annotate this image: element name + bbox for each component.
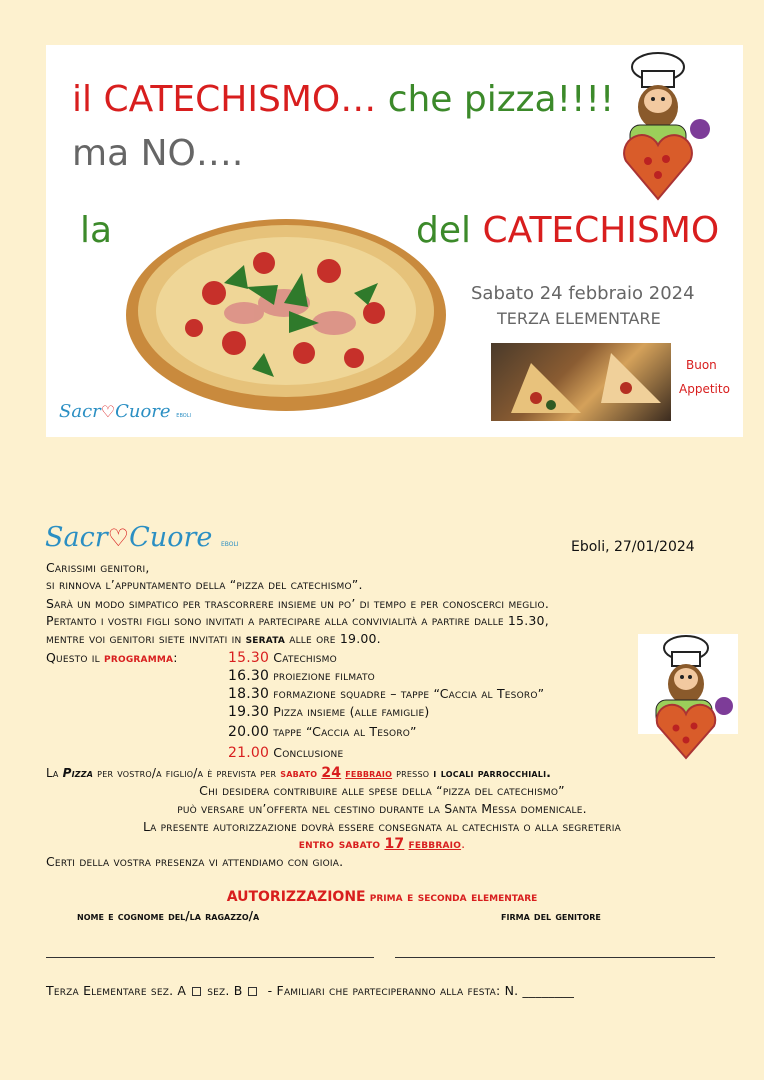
heart-icon: ♡ bbox=[100, 402, 116, 421]
child-name-field[interactable] bbox=[46, 957, 374, 958]
banner-title-red: il CATECHISMO… bbox=[72, 79, 377, 120]
pizza-line-b: per vostro/a figlio/a è prevista per bbox=[97, 766, 277, 780]
logo-sub: EBOLI bbox=[176, 413, 191, 419]
program-time: 20.00 bbox=[228, 724, 270, 740]
paragraph-4-text-b: alle ore bbox=[289, 631, 336, 646]
pizza-image bbox=[124, 193, 446, 415]
letter-logo-left: Sacr bbox=[45, 522, 108, 553]
paragraph-3-text: Pertanto i vostri figli sono invitati a partecipare alla convivialità a partire dalle bbox=[46, 613, 504, 628]
paragraph-3 bbox=[46, 613, 549, 628]
program-item bbox=[228, 745, 343, 761]
banner-del: del bbox=[416, 210, 472, 251]
program-time: 15.30 bbox=[228, 650, 270, 666]
section-a-label: Terza Elementare sez. A bbox=[46, 983, 187, 998]
banner-grade: TERZA ELEMENTARE bbox=[497, 309, 661, 328]
program-text: Conclusione bbox=[273, 745, 344, 760]
banner-catechismo: CATECHISMO bbox=[482, 210, 720, 251]
event-banner bbox=[46, 45, 743, 437]
chef-mascot-icon bbox=[608, 49, 720, 201]
program-intro bbox=[46, 650, 178, 665]
program-item bbox=[228, 724, 417, 740]
program-item bbox=[228, 704, 429, 720]
section-b-label: sez. B bbox=[207, 983, 243, 998]
parent-signature-field[interactable] bbox=[395, 957, 715, 958]
pizza-24: 24 bbox=[321, 765, 342, 781]
program-text: tappe “Caccia al Tesoro” bbox=[273, 724, 417, 739]
letter-logo-right: Cuore bbox=[129, 522, 213, 553]
deadline-text: entro sabato bbox=[298, 836, 381, 851]
deadline-line bbox=[0, 836, 764, 852]
contribute-line-1: Chi desidera contribuire alle spese della “pizza del catechismo” bbox=[199, 783, 565, 798]
banner-date: Sabato 24 febbraio 2024 bbox=[471, 283, 695, 304]
banner-logo bbox=[59, 401, 191, 422]
program-time: 16.30 bbox=[228, 668, 270, 684]
banner-title-green: che pizza!!!! bbox=[387, 79, 615, 120]
program-text: proiezione filmato bbox=[273, 668, 375, 683]
program-intro-text: Questo il bbox=[46, 650, 100, 665]
paragraph-3-time: 15.30, bbox=[507, 613, 549, 628]
closing-line: Certi della vostra presenza vi attendiamo con gioia. bbox=[46, 854, 344, 869]
banner-la: la bbox=[80, 210, 113, 251]
program-text: Catechismo bbox=[273, 650, 337, 665]
letter-logo-sub: EBOLI bbox=[220, 541, 239, 548]
authorization-title bbox=[0, 889, 764, 905]
parent-signature-label: firma del genitore bbox=[501, 909, 601, 923]
family-count-label[interactable]: - Familiari che parteciperanno alla festa: N. ________ bbox=[267, 983, 575, 998]
banner-appetito: Appetito bbox=[679, 382, 730, 396]
paragraph-2: Sarà un modo simpatico per trascorrere insieme un po’ di tempo e per conoscerci meglio. bbox=[46, 596, 549, 611]
program-text: Pizza insieme (alle famiglie) bbox=[273, 704, 430, 719]
program-word: programma bbox=[104, 650, 174, 665]
program-item bbox=[228, 650, 337, 666]
deadline-month: febbraio bbox=[408, 836, 462, 851]
logo-text-left: Sacr bbox=[59, 401, 101, 422]
contribute-line-2: può versare un’offerta nel cestino durante la Santa Messa domenicale. bbox=[177, 801, 587, 816]
program-colon: : bbox=[173, 650, 178, 665]
paragraph-4-serata: serata bbox=[245, 631, 286, 646]
authorization-note: La presente autorizzazione dovrà essere consegnata al catechista o alla segreteria bbox=[142, 819, 622, 834]
logo-text-right: Cuore bbox=[115, 401, 171, 422]
pizza-date-line bbox=[46, 765, 551, 781]
paragraph-4-text: mentre voi genitori siete invitati in bbox=[46, 631, 242, 646]
authorization-word: AUTORIZZAZIONE bbox=[226, 889, 366, 905]
paragraph-1: si rinnova l’appuntamento della “pizza del catechismo”. bbox=[46, 577, 363, 592]
paragraph-4 bbox=[46, 631, 381, 646]
pizza-line-d: parrocchiali. bbox=[477, 766, 552, 780]
child-name-label: nome e cognome del/la ragazzo/a bbox=[77, 909, 260, 923]
pizza-febbraio: febbraio bbox=[345, 766, 393, 780]
pizza-locali: i locali bbox=[433, 766, 474, 780]
section-a-checkbox[interactable] bbox=[192, 987, 201, 996]
pizza-line-a: La bbox=[46, 766, 59, 780]
pizza-line-c: presso bbox=[396, 766, 430, 780]
bottom-form-line bbox=[46, 983, 574, 998]
section-b-checkbox[interactable] bbox=[248, 987, 257, 996]
banner-buon: Buon bbox=[686, 358, 717, 372]
deadline-17: 17 bbox=[384, 836, 405, 852]
paragraph-4-time: 19.00. bbox=[339, 631, 381, 646]
chef-mascot-icon bbox=[638, 634, 738, 760]
program-item bbox=[228, 686, 544, 702]
greeting: Carissimi genitori, bbox=[46, 560, 150, 575]
program-time: 18.30 bbox=[228, 686, 270, 702]
banner-subtitle: ma NO…. bbox=[72, 133, 244, 174]
pizza-photo bbox=[491, 343, 671, 421]
deadline-dot: . bbox=[461, 836, 466, 851]
banner-title bbox=[72, 79, 614, 120]
pizza-word: Pizza bbox=[62, 766, 94, 780]
program-text: formazione squadre – tappe “Caccia al Tesoro” bbox=[273, 686, 545, 701]
program-item bbox=[228, 668, 375, 684]
letter-heart-icon: ♡ bbox=[107, 524, 130, 552]
letter-logo bbox=[45, 522, 239, 553]
program-time: 21.00 bbox=[228, 745, 270, 761]
place-date: Eboli, 27/01/2024 bbox=[571, 539, 695, 555]
authorization-sub: prima e seconda elementare bbox=[369, 890, 538, 905]
pizza-sabato: sabato bbox=[280, 766, 318, 780]
banner-del-catechismo bbox=[416, 210, 719, 251]
program-time: 19.30 bbox=[228, 704, 270, 720]
